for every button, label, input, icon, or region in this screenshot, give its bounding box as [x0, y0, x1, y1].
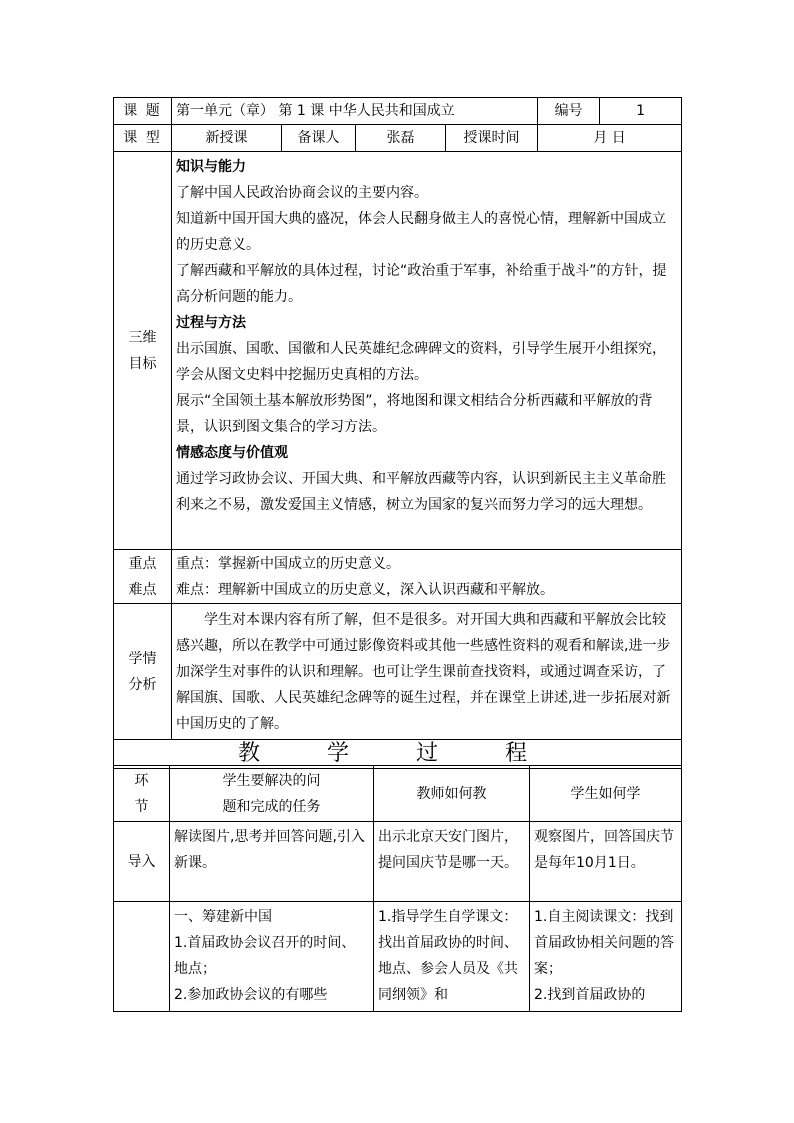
number-value: 1 — [600, 98, 682, 125]
analysis-row — [114, 604, 682, 740]
keypoints-row — [114, 550, 682, 604]
col-task-line1: 学生要解决的问 — [222, 772, 321, 789]
task-cell: 解读图片,思考并回答问题,引入新课。 — [170, 822, 374, 902]
task-line: 2.参加政协会议的有哪些 — [174, 987, 328, 1003]
task-line: 一、筹建新中国 — [174, 909, 272, 925]
time-value: 月 日 — [538, 125, 682, 152]
table-row — [114, 902, 682, 1012]
table-row — [114, 822, 682, 902]
process-title: 教 学 过 程 — [114, 740, 682, 769]
preparer-label: 备课人 — [282, 125, 356, 152]
goals-label-line1: 三维 — [128, 329, 157, 346]
time-label: 授课时间 — [446, 125, 538, 152]
type-row — [114, 125, 682, 152]
student-cell: 观察图片，回答国庆节是每年10月1日。 — [530, 822, 682, 902]
keypoints-label-line2: 难点 — [128, 581, 157, 598]
goals-heading-emotion: 情感态度与价值观 — [176, 445, 288, 461]
preparer-value: 张磊 — [356, 125, 446, 152]
analysis-label-line1: 学情 — [128, 650, 157, 667]
goals-row — [114, 152, 682, 550]
goals-content — [172, 152, 682, 550]
stage-cell: 导入 — [114, 822, 170, 902]
type-value: 新授课 — [172, 125, 282, 152]
goals-process-1: 出示国旗、国歌、国徽和人民英雄纪念碑碑文的资料，引导学生展开小组探究，学会从图文史料中挖掘历史真相的方法。 — [176, 341, 666, 383]
goals-heading-knowledge: 知识与能力 — [176, 159, 246, 175]
student-line: 1.自主阅读课文：找到首届政协相关问题的答案； — [534, 909, 674, 977]
goals-process-2: 展示“全国领土基本解放形势图”，将地图和课文相结合分析西藏和平解放的背景，认识到图文集合的学习方法。 — [176, 393, 653, 435]
goals-label — [114, 152, 172, 550]
goals-knowledge-2: 知道新中国开国大典的盛况，体会人民翻身做主人的喜悦心情，理解新中国成立的历史意义。 — [176, 211, 666, 253]
col-task-line2: 题和完成的任务 — [222, 798, 321, 815]
keypoints-label — [114, 550, 172, 604]
keypoints-content — [172, 550, 682, 604]
task-cell — [170, 902, 374, 1012]
goals-label-line2: 目标 — [128, 355, 157, 372]
analysis-content — [172, 604, 682, 740]
task-line: 1.首届政协会议召开的时间、地点； — [174, 935, 356, 977]
goals-emotion-1: 通过学习政协会议、开国大典、和平解放西藏等内容，认识到新民主主义革命胜利来之不易，激发爱国主义情感，树立为国家的复兴而努力学习的远大理想。 — [176, 471, 666, 513]
topic-value: 第一单元（章） 第 1 课 中华人民共和国成立 — [172, 98, 538, 125]
teacher-cell: 1.指导学生自学课文：找出首届政协的时间、地点、参会人员及《共同纲领》和 — [374, 902, 530, 1012]
process-table — [113, 765, 682, 1012]
col-task-header — [170, 766, 374, 822]
lesson-plan-table — [113, 97, 682, 769]
col-stage-line2: 节 — [134, 798, 149, 815]
goals-heading-process: 过程与方法 — [176, 315, 246, 331]
col-stage-header — [114, 766, 170, 822]
topic-row — [114, 98, 682, 125]
analysis-label — [114, 604, 172, 740]
process-header-row — [114, 766, 682, 822]
student-line: 2.找到首届政协的 — [534, 987, 646, 1003]
number-label: 编号 — [538, 98, 600, 125]
keypoint-text: 重点：掌握新中国成立的历史意义。 — [176, 555, 400, 572]
analysis-label-line2: 分析 — [128, 676, 157, 693]
topic-label: 课 题 — [114, 98, 172, 125]
difficulty-text: 难点：理解新中国成立的历史意义，深入认识西藏和平解放。 — [176, 581, 554, 598]
goals-knowledge-1: 了解中国人民政治协商会议的主要内容。 — [176, 185, 428, 201]
col-teacher-header: 教师如何教 — [374, 766, 530, 822]
analysis-text: 学生对本课内容有所了解，但不是很多。对开国大典和西藏和平解放会比较感兴趣，所以在教学中可通过影像资料或其他一些感性资料的观看和解读,进一步加深学生对事件的认识和理解。也可让学生课前查找资料，或通过调查采访，了解国旗、国歌、人民英雄纪念碑等的诞生过程，并在课堂上讲述,进一步拓展对新中国历史的了解。 — [176, 611, 671, 732]
stage-cell — [114, 902, 170, 1012]
keypoints-label-line1: 重点 — [128, 555, 157, 572]
col-student-header: 学生如何学 — [530, 766, 682, 822]
col-stage-line1: 环 — [134, 772, 149, 789]
student-cell — [530, 902, 682, 1012]
goals-knowledge-3: 了解西藏和平解放的具体过程，讨论“政治重于军事，补给重于战斗”的方针，提高分析问题的能力。 — [176, 263, 667, 305]
type-label: 课 型 — [114, 125, 172, 152]
teacher-cell: 出示北京天安门图片，提问国庆节是哪一天。 — [374, 822, 530, 902]
